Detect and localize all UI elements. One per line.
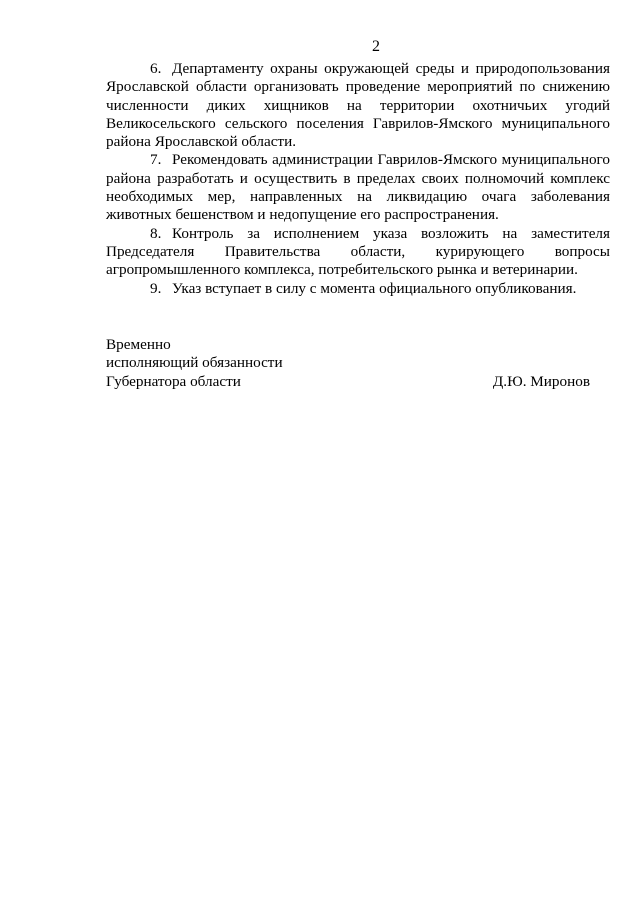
paragraph-number: 9. (150, 279, 162, 297)
page-number: 2 (372, 38, 380, 55)
paragraph-text: Контроль за исполнением указа возложить на заместителя Председателя Правительства области, курирующего вопросы агропромышленного комплекса, потребительского рынка и ветеринарии. (106, 224, 610, 279)
document-body (106, 60, 610, 298)
signature-line-acting: исполняющий обязанности (106, 354, 283, 372)
signature-block (106, 336, 590, 391)
paragraph-number: 7. (150, 151, 162, 169)
paragraph-number: 6. (150, 60, 162, 77)
signature-line-position: Губернатора области (106, 372, 241, 390)
paragraph-8 (106, 225, 610, 280)
paragraph-text: Указ вступает в силу с момента официального опубликования. (172, 279, 577, 297)
paragraph-7 (106, 151, 610, 224)
signature-line-temporary: Временно (106, 336, 171, 353)
paragraph-6 (106, 60, 610, 151)
paragraph-text: Рекомендовать администрации Гаврилов-Ямского муниципального района разработать и осуществить в пределах своих полномочий комплекс необходимых мер, направленных на ликвидацию очага заболевания животных бешенством и недопущение его распространения. (106, 151, 610, 224)
paragraph-9 (106, 280, 610, 298)
paragraph-number: 8. (150, 224, 162, 242)
signatory-name: Д.Ю. Миронов (492, 372, 590, 390)
paragraph-text: Департаменту охраны окружающей среды и природопользования Ярославской области организовать проведение мероприятий по снижению численности диких хищников на территории охотничьих угодий Великосельского сельского поселения Гаврилов-Ямского муниципального района Ярославской области. (106, 60, 610, 151)
